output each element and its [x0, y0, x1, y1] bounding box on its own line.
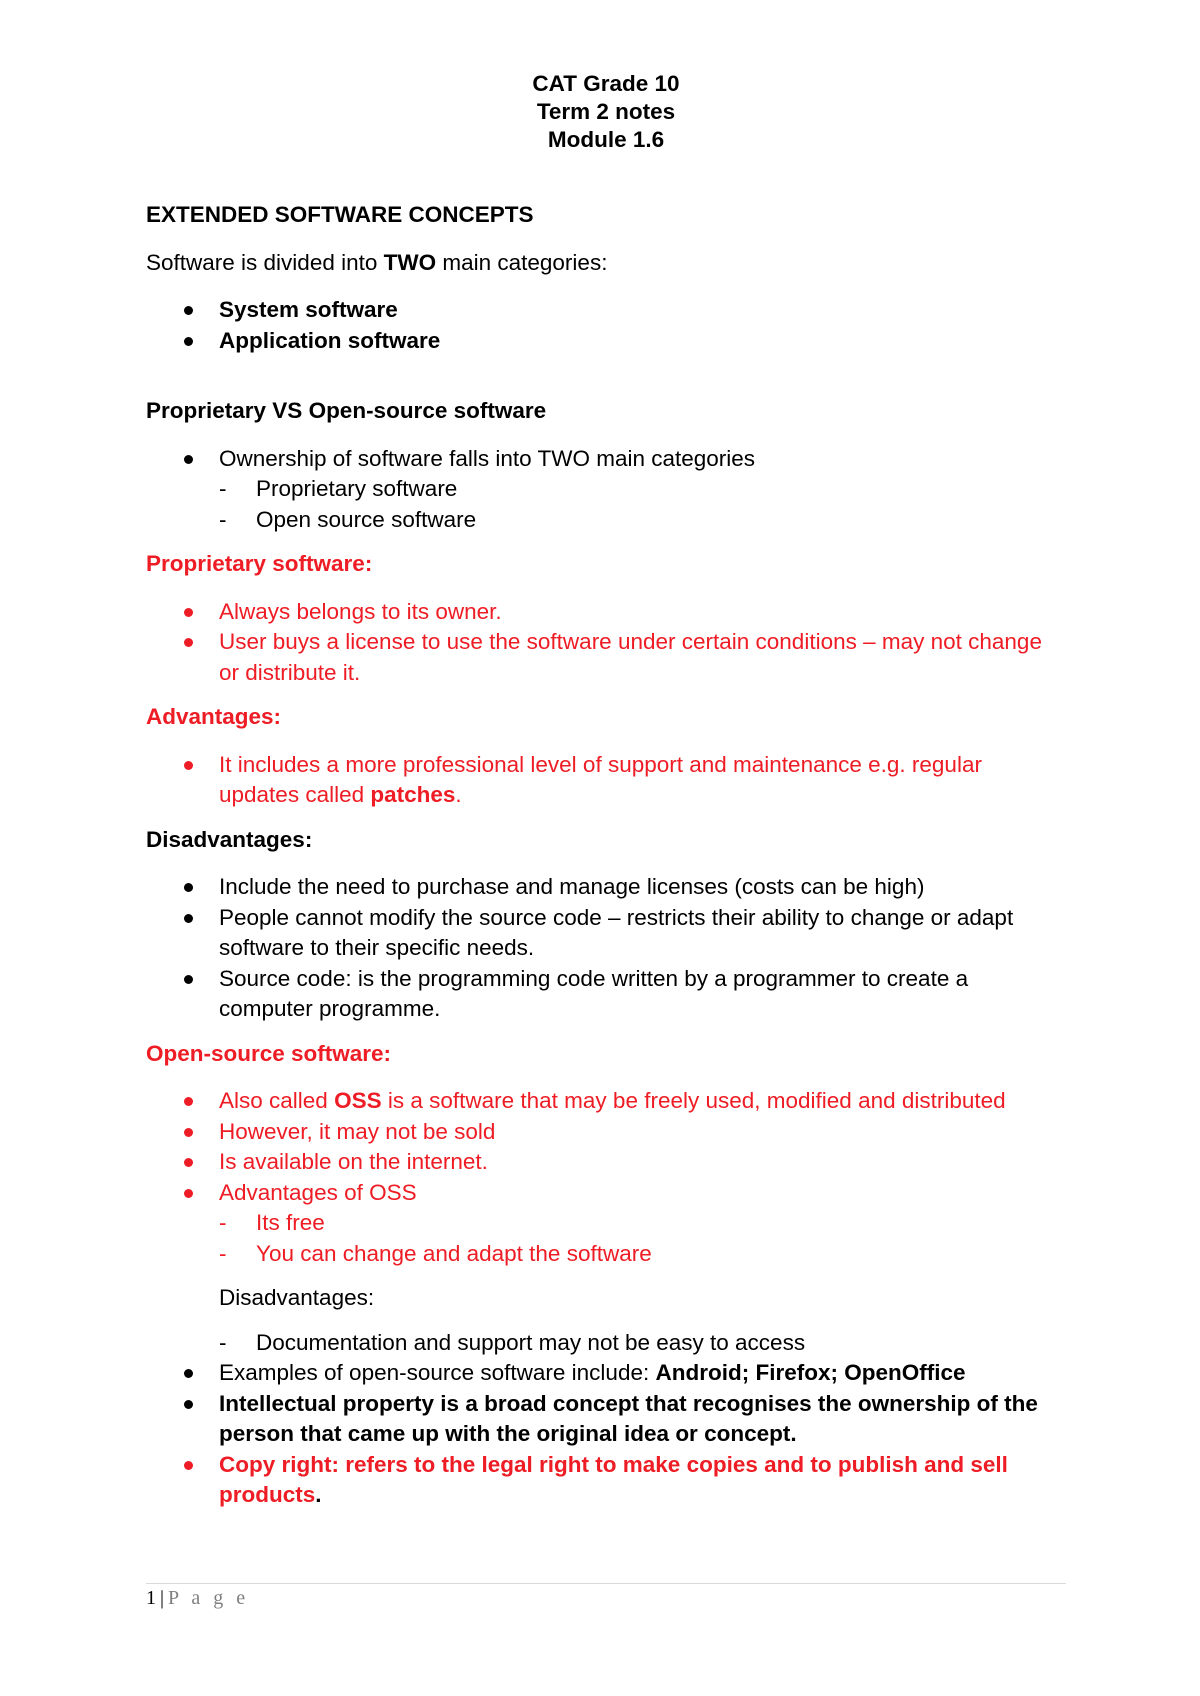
intro-paragraph [146, 248, 1066, 279]
list-item-label: However, it may not be sold [219, 1118, 496, 1144]
list-item-label: Source code: is the programming code written by a programmer to create a computer programme. [219, 965, 969, 1021]
sublist-item-label: Its free [256, 1210, 325, 1235]
bullet-icon [184, 638, 193, 647]
proprietary-list [146, 597, 1066, 689]
bullet-icon [184, 1189, 193, 1198]
dash-icon: - [219, 1240, 227, 1266]
list-item-label: Application software [219, 327, 441, 353]
document-header [146, 70, 1066, 154]
open-source-list-continued [146, 1358, 1066, 1511]
dash-icon: - [219, 1329, 227, 1355]
list-item-label: Advantages of OSS [219, 1179, 417, 1205]
list-item-label: Intellectual property is a broad concept that recognises the ownership of the person that came up with the original idea or concept. [219, 1390, 1038, 1446]
bullet-icon [184, 1461, 193, 1470]
footer-separator: | [160, 1587, 165, 1609]
list-item [146, 627, 1066, 688]
bullet-icon [184, 455, 193, 464]
list-item-label: It includes a more professional level of support and maintenance e.g. regular updates called [219, 751, 982, 807]
sublist-item-label: Proprietary software [256, 476, 458, 501]
list-item [146, 444, 1066, 475]
disadvantages-list [146, 872, 1066, 1025]
page-number: 1 [146, 1587, 156, 1609]
bullet-icon [184, 975, 193, 984]
list-item [146, 750, 1066, 811]
header-line-2: Term 2 notes [536, 99, 676, 124]
page-footer [146, 1587, 249, 1610]
bullet-icon [184, 1369, 193, 1378]
footer-divider [146, 1583, 1066, 1584]
list-item-label: People cannot modify the source code – restricts their ability to change or adapt software to their specific needs. [219, 904, 1014, 960]
list-item-end: is a software that may be freely used, modified and distributed [381, 1088, 1006, 1113]
list-item [146, 1117, 1066, 1148]
intro-text: Software is divided into [146, 249, 384, 275]
bullet-icon [184, 914, 193, 923]
list-item [146, 1086, 1066, 1117]
list-item-label: Examples of open-source software include: [219, 1360, 656, 1385]
bullet-icon [184, 1400, 193, 1409]
bullet-icon [184, 1128, 193, 1137]
sublist-item-label: Open source software [256, 506, 477, 532]
sublist-item [146, 505, 1066, 536]
oss-advantages-sublist [146, 1208, 1066, 1269]
sublist-item [146, 474, 1066, 505]
ownership-sublist [146, 474, 1066, 535]
list-item-label: Is available on the internet. [219, 1149, 488, 1174]
list-item-label: Copy right: refers to the legal right to make copies and to publish and sell products [219, 1451, 1008, 1507]
list-item [146, 1178, 1066, 1209]
bullet-icon [184, 1097, 193, 1106]
oss-disadvantages-label: Disadvantages: [219, 1285, 375, 1310]
list-item [146, 1389, 1066, 1450]
section-title-proprietary: Proprietary software: [146, 551, 373, 576]
open-source-list [146, 1086, 1066, 1208]
list-item [146, 872, 1066, 903]
dash-icon: - [219, 1210, 227, 1235]
sublist-item-label: Documentation and support may not be easy to access [256, 1329, 806, 1355]
list-item-label: Ownership of software falls into TWO main categories [219, 445, 756, 471]
list-item [146, 1450, 1066, 1511]
list-item-end: . [315, 1482, 322, 1507]
list-item-label: Also called [219, 1088, 335, 1113]
bullet-icon [184, 337, 193, 346]
oss-bold: OSS [334, 1088, 382, 1113]
oss-disadvantages-sublist [146, 1328, 1066, 1359]
list-item [146, 1358, 1066, 1389]
intro-text-end: main categories: [436, 249, 608, 275]
bullet-icon [184, 883, 193, 892]
list-item [146, 326, 1066, 357]
list-item [146, 964, 1066, 1025]
list-item [146, 1147, 1066, 1178]
bullet-icon [184, 306, 193, 315]
dash-icon: - [219, 506, 227, 532]
advantages-list [146, 750, 1066, 811]
software-categories-list [146, 295, 1066, 356]
section-title-advantages: Advantages: [146, 704, 282, 729]
list-item-label: Always belongs to its owner. [219, 598, 502, 624]
section-title-proprietary-vs-open: Proprietary VS Open-source software [146, 398, 547, 423]
list-item-label: System software [219, 297, 398, 322]
list-item [146, 903, 1066, 964]
section-title-open-source: Open-source software: [146, 1040, 392, 1066]
sublist-item [146, 1239, 1066, 1270]
list-item [146, 597, 1066, 628]
header-line-3: Module 1.6 [547, 127, 665, 152]
examples-bold: Android; Firefox; OpenOffice [655, 1360, 966, 1385]
bullet-icon [184, 608, 193, 617]
ownership-list [146, 444, 1066, 475]
sublist-item [146, 1328, 1066, 1359]
dash-icon: - [219, 476, 227, 501]
list-item-label: Include the need to purchase and manage licenses (costs can be high) [219, 874, 925, 899]
sublist-item-label: You can change and adapt the software [256, 1240, 652, 1266]
sublist-item [146, 1208, 1066, 1239]
list-item-end: . [455, 782, 462, 807]
list-item-label: User buys a license to use the software under certain conditions – may not change or distribute it. [219, 629, 1042, 685]
bullet-icon [184, 1158, 193, 1167]
section-title-extended-software: EXTENDED SOFTWARE CONCEPTS [146, 202, 534, 227]
bullet-icon [184, 761, 193, 770]
list-item [146, 295, 1066, 326]
patches-bold: patches [370, 782, 456, 807]
section-title-disadvantages: Disadvantages: [146, 826, 313, 852]
page-content [146, 70, 1066, 1511]
header-line-1: CAT Grade 10 [532, 71, 680, 96]
intro-bold: TWO [383, 249, 437, 275]
page-label: P a g e [168, 1587, 250, 1609]
